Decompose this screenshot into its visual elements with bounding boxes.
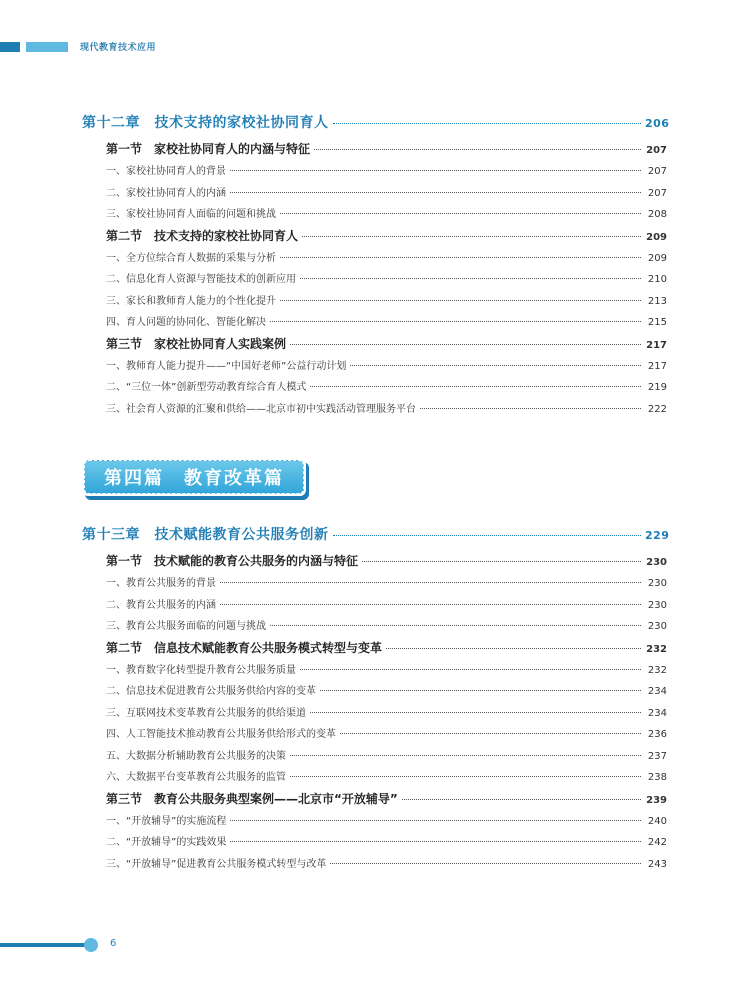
page-number: 240 xyxy=(647,815,667,827)
footer-accent-line xyxy=(0,943,86,947)
item-title: 二、“开放辅导”的实践效果 xyxy=(106,837,227,848)
dot-leader xyxy=(350,365,641,366)
page-number: 210 xyxy=(647,274,667,285)
item-title: 一、全方位综合育人数据的采集与分析 xyxy=(106,252,276,264)
toc-item[interactable] xyxy=(82,682,667,704)
toc-item[interactable] xyxy=(82,162,667,184)
item-title: 五、大数据分析辅助教育公共服务的决策 xyxy=(106,750,286,762)
toc-section[interactable] xyxy=(82,552,667,574)
toc-item[interactable] xyxy=(82,596,667,618)
item-title: 三、互联网技术变革教育公共服务的供给渠道 xyxy=(106,707,306,719)
page-number: 209 xyxy=(646,231,667,243)
page-number: 239 xyxy=(646,794,667,806)
chapter-title: 第十二章 技术支持的家校社协同育人 xyxy=(82,115,329,131)
dot-leader xyxy=(386,648,641,649)
page-number: 242 xyxy=(647,837,667,848)
dot-leader xyxy=(220,582,641,583)
toc-chapter[interactable] xyxy=(82,524,670,552)
dot-leader xyxy=(230,841,641,842)
toc-item[interactable] xyxy=(82,292,667,314)
toc-item[interactable] xyxy=(82,855,667,877)
dot-leader xyxy=(330,863,641,864)
item-title: 二、“三位一体”创新型劳动教育综合育人模式 xyxy=(106,382,307,393)
page-number: 207 xyxy=(647,166,667,177)
toc-item[interactable] xyxy=(82,833,667,855)
item-title: 二、信息技术促进教育公共服务供给内容的变革 xyxy=(106,686,316,697)
dot-leader xyxy=(230,820,641,821)
dot-leader xyxy=(402,799,641,800)
item-title: 三、“开放辅导”促进教育公共服务模式转型与改革 xyxy=(106,858,327,870)
page-number: 243 xyxy=(647,858,667,870)
page-number: 236 xyxy=(647,729,667,740)
item-title: 四、人工智能技术推动教育公共服务供给形式的变革 xyxy=(106,729,336,740)
toc-item[interactable] xyxy=(82,400,667,422)
toc-item[interactable] xyxy=(82,574,667,596)
dot-leader xyxy=(290,344,641,345)
page-number: 207 xyxy=(646,145,667,156)
part-banner-inner xyxy=(84,460,304,494)
section-title: 第一节 技术赋能的教育公共服务的内涵与特征 xyxy=(106,554,359,568)
section-title: 第三节 教育公共服务典型案例——北京市“开放辅导” xyxy=(106,791,398,806)
toc-item[interactable] xyxy=(82,812,667,834)
dot-leader xyxy=(362,561,641,562)
dot-leader xyxy=(310,712,641,713)
page-number: 217 xyxy=(647,360,667,372)
item-title: 二、教育公共服务的内涵 xyxy=(106,599,216,611)
section-title: 第二节 技术支持的家校社协同育人 xyxy=(106,228,299,243)
page-number: 230 xyxy=(647,621,667,632)
page-number: 229 xyxy=(645,529,670,542)
dot-leader xyxy=(230,192,641,193)
toc-section[interactable] xyxy=(82,335,667,357)
dot-leader xyxy=(310,386,641,387)
dot-leader xyxy=(302,236,641,237)
item-title: 二、信息化育人资源与智能技术的创新应用 xyxy=(106,274,296,285)
toc-item[interactable] xyxy=(82,768,667,790)
item-title: 一、教育数字化转型提升教育公共服务质量 xyxy=(106,664,296,676)
toc-block-chapter12 xyxy=(82,112,670,421)
item-title: 三、家校社协同育人面临的问题和挑战 xyxy=(106,209,276,220)
section-title: 第二节 信息技术赋能教育公共服务模式转型与变革 xyxy=(106,640,383,655)
page-number: 219 xyxy=(647,382,667,393)
item-title: 六、大数据平台变革教育公共服务的监管 xyxy=(106,772,286,783)
footer-page-number: 6 xyxy=(110,938,117,949)
dot-leader xyxy=(314,149,641,150)
item-title: 一、教师育人能力提升——“中国好老师”公益行动计划 xyxy=(106,360,347,372)
toc-block-chapter13 xyxy=(82,524,670,876)
dot-leader xyxy=(290,776,641,777)
dot-leader xyxy=(270,625,641,626)
chapter-title: 第十三章 技术赋能教育公共服务创新 xyxy=(82,527,329,543)
dot-leader xyxy=(320,690,641,691)
page-number: 208 xyxy=(647,209,667,220)
section-title: 第一节 家校社协同育人的内涵与特征 xyxy=(106,142,311,156)
item-title: 三、社会育人资源的汇聚和供给——北京市初中实践活动管理服务平台 xyxy=(106,403,416,415)
dot-leader xyxy=(220,604,641,605)
toc-item[interactable] xyxy=(82,205,667,227)
page-number: 222 xyxy=(647,403,667,415)
dot-leader xyxy=(333,535,642,536)
toc-section[interactable] xyxy=(82,790,667,812)
page-number: 206 xyxy=(645,117,670,130)
toc-item[interactable] xyxy=(82,747,667,769)
toc-item[interactable] xyxy=(82,313,667,335)
dot-leader xyxy=(300,278,641,279)
page-number: 230 xyxy=(646,557,667,568)
page-number: 238 xyxy=(647,772,667,783)
page-number: 234 xyxy=(647,707,667,719)
page-number: 232 xyxy=(646,643,667,655)
page-number: 213 xyxy=(647,295,667,307)
dot-leader xyxy=(340,733,641,734)
toc-chapter[interactable] xyxy=(82,112,670,140)
item-title: 一、家校社协同育人的背景 xyxy=(106,166,226,177)
dot-leader xyxy=(280,257,641,258)
page-number: 217 xyxy=(646,339,667,351)
toc-section[interactable] xyxy=(82,140,667,162)
toc-item[interactable] xyxy=(82,725,667,747)
item-title: 一、“开放辅导”的实施流程 xyxy=(106,815,227,827)
dot-leader xyxy=(280,300,641,301)
dot-leader xyxy=(333,123,642,124)
dot-leader xyxy=(420,408,641,409)
page-number: 207 xyxy=(647,187,667,199)
page-number: 230 xyxy=(647,599,667,611)
toc-item[interactable] xyxy=(82,617,667,639)
dot-leader xyxy=(270,321,641,322)
toc-item[interactable] xyxy=(82,184,667,206)
item-title: 二、家校社协同育人的内涵 xyxy=(106,187,226,199)
page-number: 209 xyxy=(647,252,667,264)
page-number: 237 xyxy=(647,750,667,762)
item-title: 三、教育公共服务面临的问题与挑战 xyxy=(106,621,266,632)
part-banner xyxy=(82,458,306,496)
page-number: 230 xyxy=(647,578,667,589)
dot-leader xyxy=(230,170,641,171)
dot-leader xyxy=(300,669,641,670)
dot-leader xyxy=(290,755,641,756)
toc-item[interactable] xyxy=(82,357,667,379)
toc-item[interactable] xyxy=(82,704,667,726)
toc-item[interactable] xyxy=(82,270,667,292)
header-accent-bar xyxy=(0,42,20,52)
page-number: 215 xyxy=(647,317,667,328)
header-accent-bar-light xyxy=(26,42,68,52)
toc-section[interactable] xyxy=(82,639,667,661)
page-number: 234 xyxy=(647,686,667,697)
toc-item[interactable] xyxy=(82,378,667,400)
item-title: 四、育人问题的协同化、智能化解决 xyxy=(106,317,266,328)
item-title: 三、家长和教师育人能力的个性化提升 xyxy=(106,295,276,307)
running-title: 现代教育技术应用 xyxy=(80,43,157,53)
section-title: 第三节 家校社协同育人实践案例 xyxy=(106,336,287,351)
toc-item[interactable] xyxy=(82,249,667,271)
toc-item[interactable] xyxy=(82,661,667,683)
part-title: 第四篇 教育改革篇 xyxy=(104,468,284,489)
page-number: 232 xyxy=(647,664,667,676)
item-title: 一、教育公共服务的背景 xyxy=(106,578,216,589)
footer-dot-icon xyxy=(84,938,98,952)
toc-section[interactable] xyxy=(82,227,667,249)
dot-leader xyxy=(280,213,641,214)
